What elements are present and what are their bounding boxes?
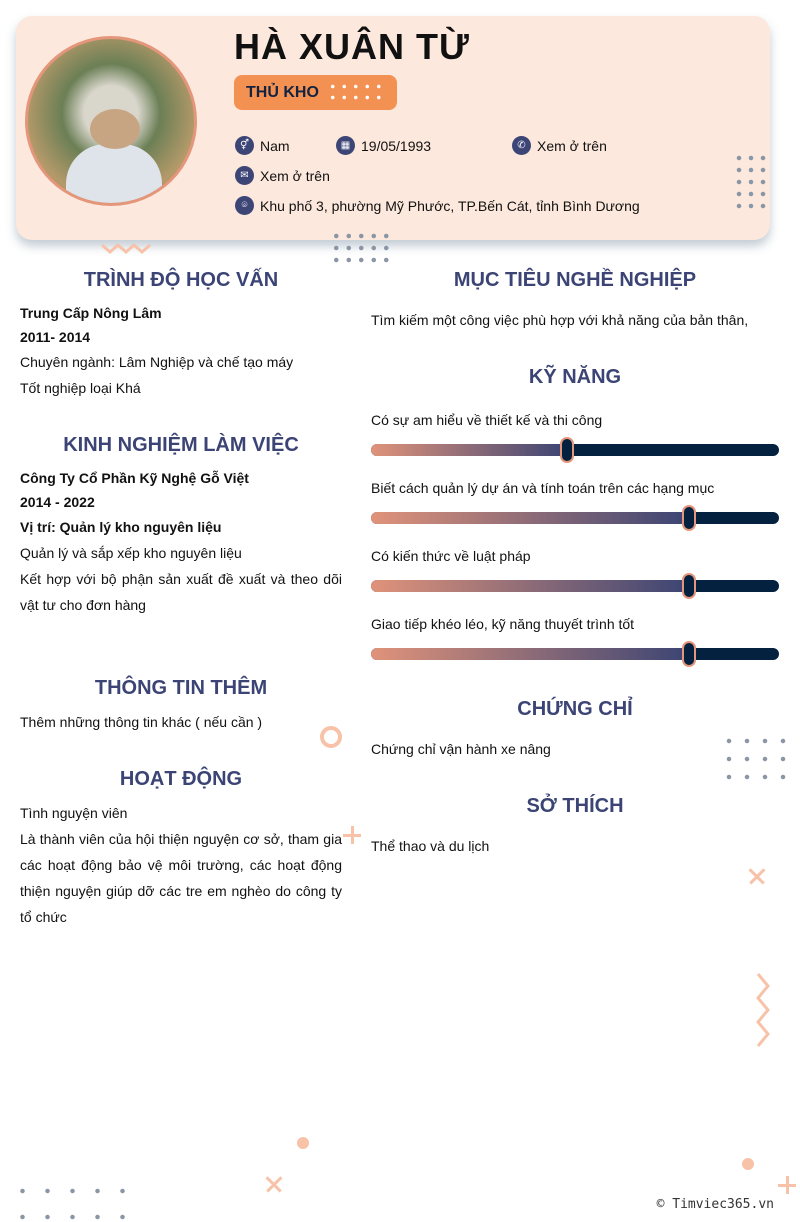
decor-dot [297, 1137, 309, 1149]
experience-position: Vị trí: Quản lý kho nguyên liệu [20, 519, 222, 535]
decor-plus [778, 1176, 796, 1194]
experience-desc: Quản lý và sắp xếp kho nguyên liệu [20, 545, 242, 561]
decor-cross [260, 1170, 288, 1198]
skill-knob [560, 437, 574, 463]
job-title: THỦ KHO [246, 84, 319, 101]
objective-text: Tìm kiếm một công việc phù hợp với khả năng của bản thân, [371, 312, 749, 328]
skill-label: Biết cách quản lý dự án và tính toán trên các hạng mục [371, 480, 715, 496]
skill-label: Có kiến thức về luật pháp [371, 548, 531, 564]
address-text: Khu phố 3, phường Mỹ Phước, TP.Bến Cát, tỉnh Bình Dương [260, 197, 640, 214]
decor-dots [10, 1178, 135, 1222]
gender-text: Nam [260, 137, 290, 154]
activities-heading: HOẠT ĐỘNG [119, 768, 243, 790]
extra-text: Thêm những thông tin khác ( nếu cần ) [20, 714, 263, 730]
birthday-text: 19/05/1993 [361, 137, 432, 154]
phone-info [512, 136, 607, 155]
hobbies-text: Thể thao và du lịch [371, 838, 490, 854]
decor-plus [343, 826, 361, 844]
decor-dots [733, 152, 766, 210]
address-info [235, 196, 640, 215]
skills-heading: KỸ NĂNG [528, 366, 622, 388]
education-period: 2011- 2014 [20, 329, 91, 345]
education-grade: Tốt nghiệp loại Khá [20, 380, 141, 396]
experience-desc: Kết hợp với bộ phận sản xuất đề xuất và theo dõi vật tư cho đơn hàng [20, 571, 342, 613]
activity-role: Tình nguyện viên [20, 805, 128, 821]
skill-knob [682, 641, 696, 667]
skill-knob [682, 505, 696, 531]
decor-zigzag [754, 972, 772, 1048]
skill-label: Có sự am hiểu về thiết kế và thi công [371, 412, 603, 428]
decor-zigzag [100, 242, 154, 254]
experience-period: 2014 - 2022 [20, 494, 95, 510]
activity-desc: Là thành viên của hội thiện nguyện cơ sở, tham gia các hoạt động bảo vệ môi trường, các hoạt động thiện nguyện giúp dỡ các tre em nghèo do công ty tổ chức [20, 831, 342, 925]
skill-bar [371, 444, 779, 456]
education-major: Chuyên ngành: Lâm Nghiệp và chế tạo máy [20, 354, 294, 370]
calendar-icon: ▦ [336, 136, 355, 155]
objective-heading: MỤC TIÊU NGHỀ NGHIỆP [453, 269, 697, 291]
birthday-info [336, 136, 431, 155]
skill-bar [371, 512, 779, 524]
candidate-name: HÀ XUÂN TỪ [234, 26, 470, 67]
phone-text: Xem ở trên [537, 137, 607, 154]
email-icon: ✉ [235, 166, 254, 185]
decor-dots [330, 230, 392, 264]
profile-photo [25, 36, 197, 206]
location-icon: ⌾ [235, 196, 254, 215]
certificate-text: Chứng chỉ vận hành xe nâng [371, 741, 551, 757]
decor-dot [742, 1158, 754, 1170]
job-title-badge [234, 75, 397, 110]
certificates-heading: CHỨNG CHỈ [517, 698, 633, 720]
decor-dots [720, 732, 792, 780]
experience-heading: KINH NGHIỆM LÀM VIỆC [63, 434, 299, 456]
skill-label: Giao tiếp khéo léo, kỹ năng thuyết trình tốt [371, 616, 635, 632]
email-text: Xem ở trên [260, 167, 330, 184]
skill-knob [682, 573, 696, 599]
extra-heading: THÔNG TIN THÊM [94, 677, 268, 699]
footer-copyright: © Timviec365.vn [656, 1197, 774, 1212]
company-name: Công Ty Cổ Phần Kỹ Nghệ Gỗ Việt [20, 470, 249, 486]
decor-cross [743, 862, 771, 890]
gender-icon: ⚥ [235, 136, 254, 155]
skill-bar [371, 580, 779, 592]
skill-bar [371, 648, 779, 660]
gender-info [235, 136, 290, 155]
decor-circle [320, 726, 342, 748]
email-info [235, 166, 330, 185]
phone-icon: ✆ [512, 136, 531, 155]
hobbies-heading: SỞ THÍCH [526, 795, 624, 817]
school-name: Trung Cấp Nông Lâm [20, 305, 162, 321]
education-heading: TRÌNH ĐỘ HỌC VẤN [83, 269, 279, 291]
